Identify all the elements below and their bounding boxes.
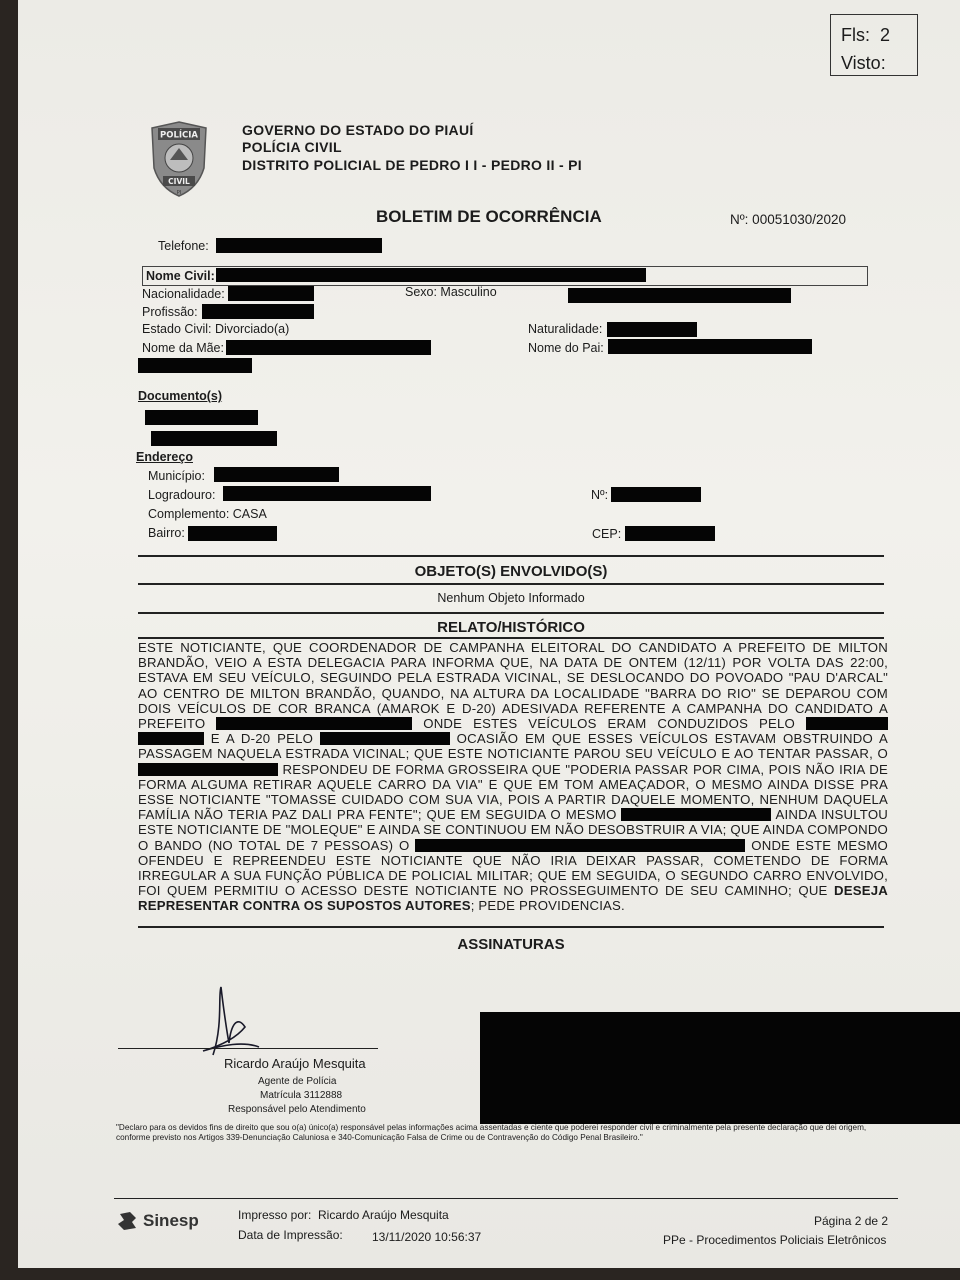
redaction-bar	[151, 431, 277, 446]
redaction-bar	[145, 410, 258, 425]
redaction-bar	[138, 732, 204, 745]
redaction-bar	[138, 763, 278, 776]
redaction-bar	[611, 487, 701, 502]
redaction-bar	[188, 526, 277, 541]
sinesp-logo	[116, 1210, 199, 1232]
redaction-bar	[228, 286, 314, 301]
sinesp-logo-text: Sinesp	[143, 1211, 199, 1230]
redaction-bar	[480, 1012, 960, 1124]
redaction-bar	[608, 339, 812, 354]
relato-part-8: DESEJA REPRESENTAR CONTRA OS SUPOSTOS AUTORES	[138, 883, 888, 914]
redaction-bar	[607, 322, 697, 337]
sexo-field: Sexo: Masculino	[405, 285, 497, 299]
relato-part-3: E A D-20 PELO	[210, 731, 314, 747]
fls-label: Fls:	[841, 25, 870, 45]
document-page	[18, 0, 960, 1268]
section-divider	[138, 583, 884, 585]
objetos-value: Nenhum Objeto Informado	[437, 591, 585, 605]
estado-civil-field: Estado Civil: Divorciado(a)	[142, 322, 290, 336]
redaction-bar	[216, 238, 382, 253]
redaction-bar	[214, 467, 339, 482]
redaction-bar	[806, 717, 888, 730]
section-divider	[138, 926, 884, 928]
relato-part-9: ; PEDE PROVIDENCIAS.	[470, 898, 625, 914]
naturalidade-label: Naturalidade:	[528, 322, 603, 336]
nome-civil-label: Nome Civil:	[146, 269, 215, 283]
badge-bottom-text: CIVIL	[168, 177, 190, 186]
footer-divider	[114, 1198, 898, 1199]
assinaturas-title: ASSINATURAS	[457, 936, 565, 953]
bairro-label: Bairro:	[148, 526, 185, 540]
redaction-bar	[625, 526, 715, 541]
document-number: Nº: 00051030/2020	[730, 212, 847, 227]
declaration-text: "Declaro para os devidos fins de direito que sou o(a) único(a) responsável pelas informações acima assentadas e ciente que poderei responder civil e criminalmente pela presente declaração que dei origem, conforme previsto nos Artigos 339-Denunciação Caluniosa e 340-Comunicação Falsa de Crime ou de Contravenção do Código Penal Brasileiro."	[116, 1123, 867, 1142]
badge-top-text: POLÍCIA	[159, 130, 199, 141]
complemento-field: Complemento: CASA	[148, 507, 267, 521]
section-divider	[138, 555, 884, 557]
profissao-label: Profissão:	[142, 305, 198, 319]
signer-role: Agente de Polícia	[258, 1076, 337, 1087]
page-number: Página 2 de 2	[814, 1214, 889, 1228]
signer-responsavel: Responsável pelo Atendimento	[228, 1104, 366, 1115]
relato-part-7: ONDE ESTE MESMO OFENDEU E REPREENDEU ESTE NOTICIANTE QUE NÃO IRIA DEIXAR PASSAR, COMETENDO DE FORMA IRREGULAR A SUA FUNÇÃO PÚBLICA DE POLICIAL MILITAR; QUE EM SEGUIDA, O SEGUNDO CARRO ENVOLVIDO, FOI QUEM PERMITIU O ACESSO DESTE NOTICIANTE NO PROSSEGUIMENTO DE SEU CAMINHO; QUE	[138, 837, 888, 899]
nacionalidade-label: Nacionalidade:	[142, 287, 225, 301]
nome-mae-label: Nome da Mãe:	[142, 341, 224, 355]
documentos-title: Documento(s)	[138, 389, 223, 403]
visto-label: Visto:	[841, 53, 886, 73]
telefone-label: Telefone:	[158, 239, 209, 253]
endereco-title: Endereço	[136, 450, 193, 464]
data-impressao-value: 13/11/2020 10:56:37	[372, 1230, 482, 1244]
data-impressao-label: Data de Impressão:	[238, 1228, 343, 1242]
cep-label: CEP:	[592, 527, 622, 541]
relato-part-5: RESPONDEU DE FORMA GROSSEIRA QUE "PODERIA PASSAR POR CIMA, POIS NÃO IRIA DE FORMA ALGUMA RETIRAR AQUELE CARRO DA VIA" E QUE EM TOM AMEAÇADOR, O MESMO AINDA DISSE PRA ESSE NOTICIANTE "TOMASSE CUIDADO COM SUA VIA, POIS A PARTIR DAQUELE MOMENTO, NENHUM DAQUELA FAMÍLIA NÃO TERIA PAZ DALI PRA FENTE"; QUE EM SEGUIDA O MESMO	[138, 761, 888, 823]
redaction-bar	[138, 358, 252, 373]
relato-part-4: OCASIÃO EM QUE ESSES VEÍCULOS ESTAVAM OBSTRUINDO A PASSAGEM NAQUELA ESTRADA VICINAL; QUE ESTE NOTICIANTE PAROU SEU VEÍCULO E AO TENTAR PASSAR, O	[138, 731, 888, 762]
signature-line	[118, 1048, 378, 1049]
relato-text	[138, 640, 888, 914]
impresso-label: Impresso por:	[238, 1208, 312, 1222]
sinesp-logo-icon	[116, 1210, 140, 1232]
system-name: PPe - Procedimentos Policiais Eletrônicos	[663, 1233, 887, 1247]
logradouro-label: Logradouro:	[148, 488, 216, 502]
redaction-bar	[568, 288, 791, 303]
relato-part-1: ESTE NOTICIANTE, QUE COORDENADOR DE CAMPANHA ELEITORAL DO CANDIDATO A PREFEITO DE MILTON BRANDÃO, VEIO A ESTA DELEGACIA PARA INFORMA QUE, NA DATA DE ONTEM (12/11) POR VOLTA DAS 22:00, ESTAVA EM SEU VEÍCULO, SEGUINDO PELA ESTRADA VICINAL, SE DESLOCANDO DO POVOADO "PAU D'ARCAL" AO CENTRO DE MILTON BRANDÃO, QUANDO, NA ALTURA DA LOCALIDADE "BARRA DO RIO" SE DEPAROU COM DOIS VEÍCULOS DE COR BRANCA (AMAROK E D-20) ADESIVADA REFERENTE A CAMPANHA DO CANDIDATO A PREFEITO	[138, 640, 888, 732]
police-badge-icon	[148, 120, 210, 198]
redaction-bar	[415, 839, 745, 852]
signer-name: Ricardo Araújo Mesquita	[224, 1056, 366, 1071]
redaction-bar	[216, 717, 412, 730]
nome-pai-label: Nome do Pai:	[528, 341, 604, 355]
header-line-2: POLÍCIA CIVIL	[242, 139, 342, 155]
badge-pi-text: PI	[176, 190, 182, 196]
redaction-bar	[223, 486, 431, 501]
fls-stamp-box	[830, 14, 918, 76]
redaction-bar	[320, 732, 450, 745]
header-line-3: DISTRITO POLICIAL DE PEDRO I I - PEDRO II - PI	[242, 157, 582, 173]
relato-part-6: AINDA INSULTOU ESTE NOTICIANTE DE "MOLEQUE" E AINDA SE CONTINUOU EM NÃO DESOBSTRUIR A VIA; QUE AINDA COMPONDO O BANDO (NO TOTAL DE 7 PESSOAS) O	[138, 807, 889, 853]
numero-label: Nº:	[591, 488, 609, 502]
document-title: BOLETIM DE OCORRÊNCIA	[376, 207, 602, 226]
section-divider	[138, 637, 884, 639]
redaction-bar	[621, 808, 771, 821]
header-line-1: GOVERNO DO ESTADO DO PIAUÍ	[242, 122, 474, 138]
redaction-bar	[202, 304, 314, 319]
fls-value: 2	[880, 25, 891, 45]
municipio-label: Município:	[148, 469, 205, 483]
objetos-title: OBJETO(S) ENVOLVIDO(S)	[414, 563, 608, 580]
section-divider	[138, 612, 884, 614]
impresso-por: Ricardo Araújo Mesquita	[318, 1208, 449, 1222]
redaction-bar	[226, 340, 431, 355]
relato-title: RELATO/HISTÓRICO	[437, 619, 585, 636]
redaction-bar	[216, 268, 646, 282]
signer-matricula: Matrícula 3112888	[260, 1090, 343, 1101]
relato-part-2: ONDE ESTES VEÍCULOS ERAM CONDUZIDOS PELO	[423, 716, 796, 732]
